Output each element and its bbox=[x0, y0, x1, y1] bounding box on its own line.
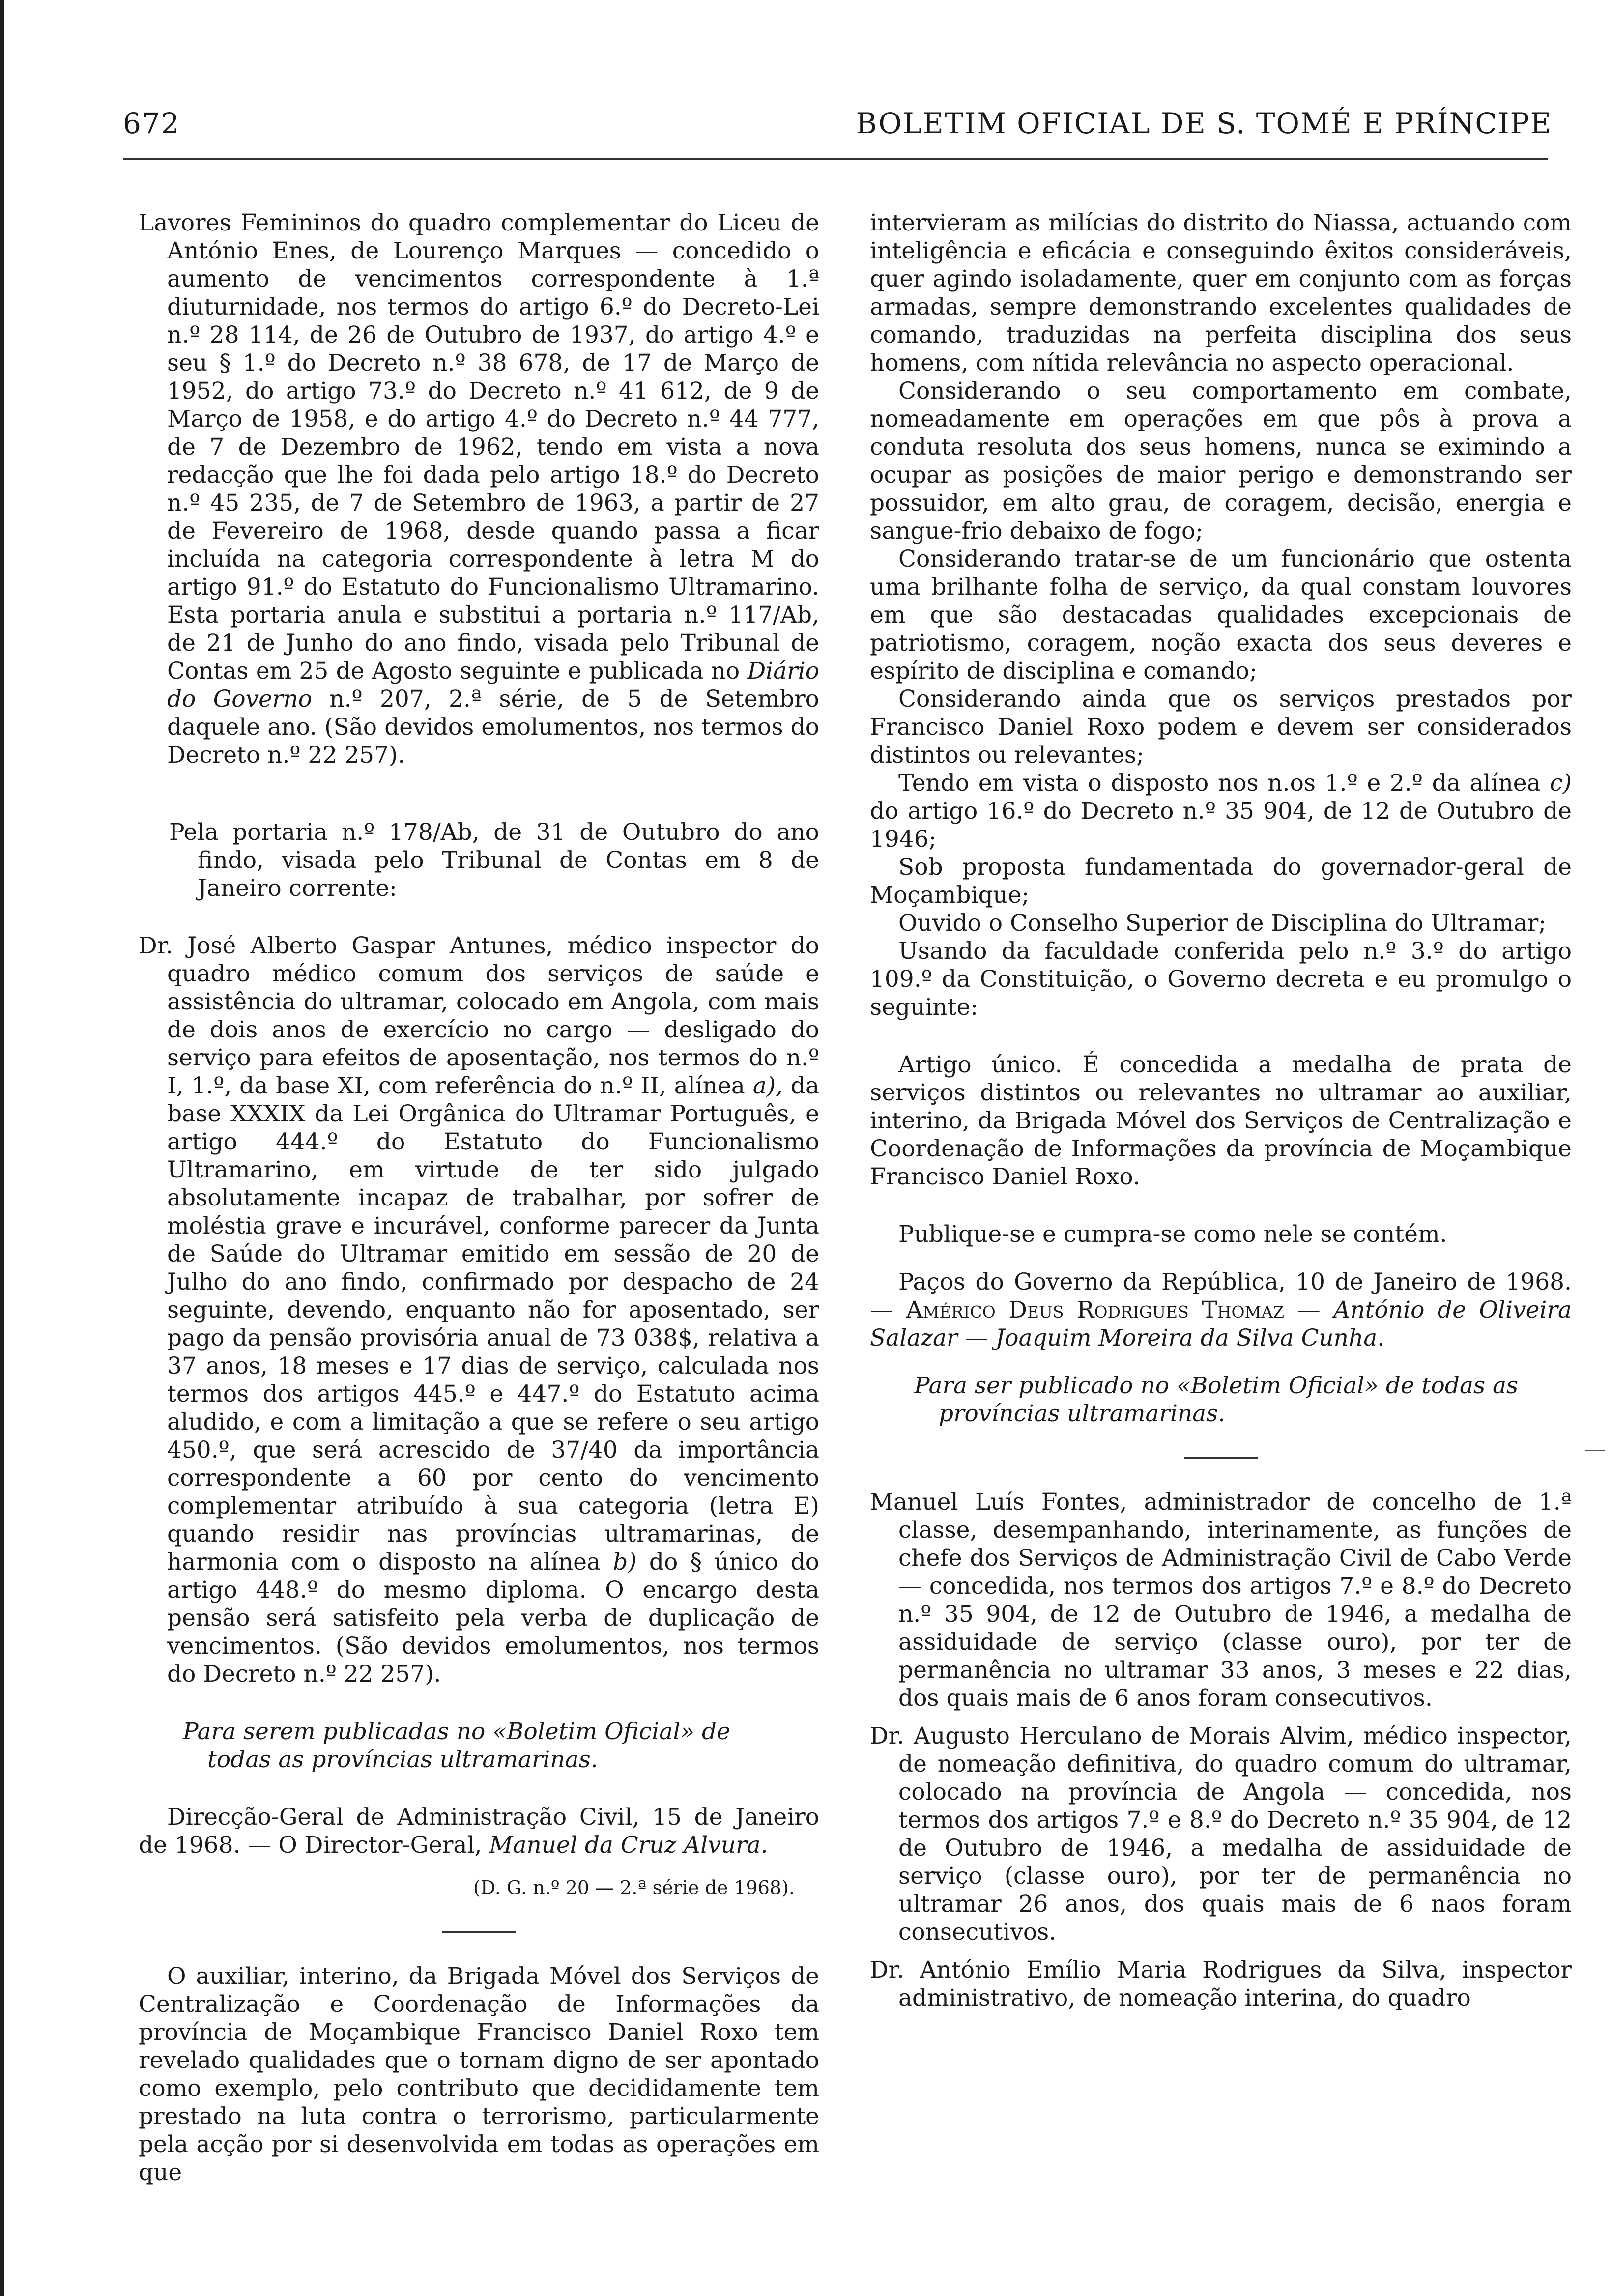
right-article: Artigo único. É concedida a medalha de prata de serviços distintos ou relevantes no ultramar ao auxiliar, interino, da Brigada Móvel dos Serviços de Centralização e Coordenação de Informações da província de Moçambique Francisco Daniel Roxo. bbox=[870, 1051, 1572, 1190]
header-rule bbox=[123, 158, 1548, 160]
right-column bbox=[870, 209, 1572, 2012]
right-paragraph-13: Dr. Augusto Herculano de Morais Alvim, médico inspector, de nomeação definitiva, do quadro comum do ultramar, colocado na província de Angola — concedida, nos termos dos artigos 7.º e 8.º do Decreto n.º 35 904, de 12 de Outubro de 1946, a medalha de assiduidade de serviço (classe ouro), por ter de permanência no ultramar 26 anos, dos quais mais de 6 naos foram consecutivos. bbox=[870, 1722, 1572, 1946]
page-header-title: BOLETIM OFICIAL DE S. TOMÉ E PRÍNCIPE bbox=[856, 107, 1552, 140]
scan-edge bbox=[0, 0, 4, 2296]
right-signatures: Paços do Governo da República, 10 de Janeiro de 1968. — Américo Deus Rodrigues Thomaz — António de Oliveira Salazar — Joaquim Moreira da Silva Cunha. bbox=[870, 1268, 1572, 1351]
left-paragraph-3: Dr. José Alberto Gaspar Antunes, médico inspector do quadro médico comum dos serviços de saúde e assistência do ultramar, colocado em Angola, com mais de dois anos de exercício no cargo — desligado do serviço para efeitos de aposentação, nos termos do n.º I, 1.º, da base XI, com referência do n.º II, alínea a), da base XXXIX da Lei Orgânica do Ultramar Português, e artigo 444.º do Estatuto do Funcionalismo Ultramarino, em virtude de ter sido julgado absolutamente incapaz de trabalhar, por sofrer de moléstia grave e incurável, conforme parecer da Junta de Saúde do Ultramar emitido em sessão de 20 de Julho do ano findo, confirmado por despacho de 24 seguinte, devendo, enquanto não for aposentado, ser pago da pensão provisória anual de 73 038$, relativa a 37 anos, 18 meses e 17 dias de serviço, calculada nos termos dos artigos 445.º e 447.º do Estatuto acima aludido, e com a limitação a que se refere o seu artigo 450.º, que será acrescido de 37/40 da importância correspondente a 60 por cento do vencimento complementar atribuído à sua categoria (letra E) quando residir nas províncias ultramarinas, de harmonia com o disposto na alínea b) do § único do artigo 448.º do mesmo diploma. O encargo desta pensão será satisfeito pela verba de duplicação de vencimentos. (São devidos emolumentos, nos termos do Decreto n.º 22 257). bbox=[139, 932, 819, 1688]
left-paragraph-2: Pela portaria n.º 178/Ab, de 31 de Outubro do ano findo, visada pelo Tribunal de Contas em 8 de Janeiro corrente: bbox=[169, 819, 819, 902]
right-paragraph-12: Manuel Luís Fontes, administrador de concelho de 1.ª classe, desempanhando, interinamente, as funções de chefe dos Serviços de Administração Civil de Cabo Verde — concedida, nos termos dos artigos 7.º e 8.º do Decreto n.º 35 904, de 12 de Outubro de 1946, a medalha de assiduidade de serviço (classe ouro), por ter de permanência no ultramar 33 anos, 3 meses e 22 dias, dos quais mais de 6 anos foram consecutivos. bbox=[870, 1489, 1572, 1712]
right-paragraph-7: Ouvido o Conselho Superior de Disciplina do Ultramar; bbox=[898, 910, 1547, 937]
left-separator bbox=[442, 1931, 516, 1933]
left-paragraph-4: O auxiliar, interino, da Brigada Móvel dos Serviços de Centralização e Coordenação de Informações da província de Moçambique Francisco Daniel Roxo tem revelado qualidades que o tornam digno de ser apontado como exemplo, pelo contributo que decididamente tem prestado na luta contra o terrorismo, particularmente pela acção por si desenvolvida em todas as operações em que bbox=[139, 1963, 819, 2186]
right-paragraph-5: Tendo em vista o disposto nos n.os 1.º e 2.º da alínea c) do artigo 16.º do Decreto n.º 35 904, de 12 de Outubro de 1946; bbox=[870, 770, 1572, 853]
left-signoff: Direcção-Geral de Administração Civil, 15 de Janeiro de 1968. — O Director-Geral, Manuel da Cruz Alvura. bbox=[139, 1804, 819, 1859]
page-number: 672 bbox=[123, 107, 180, 140]
right-paragraph-3: Considerando tratar-se de um funcionário que ostenta uma brilhante folha de serviço, da qual constam louvores em que são destacadas qualidades excepcionais de patriotismo, coragem, noção exacta dos seus deveres e espírito de disciplina e comando; bbox=[870, 545, 1572, 685]
right-paragraph-4: Considerando ainda que os serviços prestados por Francisco Daniel Roxo podem e devem ser considerados distintos ou relevantes; bbox=[870, 686, 1572, 769]
left-paragraph-1: Lavores Femininos do quadro complementar do Liceu de António Enes, de Lourenço Marques — concedido o aumento de vencimentos correspondente à 1.ª diuturnidade, nos termos do artigo 6.º do Decreto-Lei n.º 28 114, de 26 de Outubro de 1937, do artigo 4.º e seu § 1.º do Decreto n.º 38 678, de 17 de Março de 1952, do artigo 73.º do Decreto n.º 41 612, de 9 de Março de 1958, e do artigo 4.º do Decreto n.º 44 777, de 7 de Dezembro de 1962, tendo em vista a nova redacção que lhe foi dada pelo artigo 18.º do Decreto n.º 45 235, de 7 de Setembro de 1963, a partir de 27 de Fevereiro de 1968, desde quando passa a ficar incluída na categoria correspondente à letra M do artigo 91.º do Estatuto do Funcionalismo Ultramarino. Esta portaria anula e substitui a portaria n.º 117/Ab, de 21 de Junho do ano findo, visada pelo Tribunal de Contas em 25 de Agosto seguinte e publicada no Diário do Governo n.º 207, 2.ª série, de 5 de Setembro daquele ano. (São devidos emolumentos, nos termos do Decreto n.º 22 257). bbox=[139, 209, 819, 769]
right-paragraph-1: intervieram as milícias do distrito do Niassa, actuando com inteligência e eficácia e conseguindo êxitos consideráveis, quer agindo isoladamente, quer em conjunto com as forças armadas, sempre demonstrando excelentes qualidades de comando, traduzidas na perfeita disciplina dos seus homens, com nítida relevância no aspecto operacional. bbox=[870, 209, 1572, 376]
right-paragraph-2: Considerando o seu comportamento em combate, nomeadamente em operações em que pôs à prova a conduta resoluta dos seus homens, nunca se eximindo a ocupar as posições de maior perigo e demonstrando ser possuidor, em alto grau, de coragem, decisão, energia e sangue-frio debaixo de fogo; bbox=[870, 377, 1572, 545]
left-publication-note: Para serem publicadas no «Boletim Oficial» de todas as províncias ultramarinas. bbox=[183, 1718, 730, 1773]
right-separator bbox=[1184, 1457, 1258, 1459]
right-paragraph-8: Usando da faculdade conferida pelo n.º 3.º do artigo 109.º da Constituição, o Governo decreta e eu promulgo o seguinte: bbox=[870, 938, 1572, 1021]
right-publication-note: Para ser publicado no «Boletim Oficial» de todas as províncias ultramarinas. bbox=[914, 1372, 1519, 1427]
right-paragraph-14: Dr. António Emílio Maria Rodrigues da Silva, inspector administrativo, de nomeação interina, do quadro bbox=[870, 1956, 1572, 2011]
right-publish-order: Publique-se e cumpra-se como nele se contém. bbox=[898, 1221, 1447, 1248]
left-column bbox=[139, 209, 819, 2186]
margin-mark bbox=[1585, 1450, 1605, 1451]
right-paragraph-6: Sob proposta fundamentada do governador-geral de Moçambique; bbox=[870, 854, 1572, 909]
left-source-ref: (D. G. n.º 20 — 2.ª série de 1968). bbox=[473, 1877, 795, 1898]
